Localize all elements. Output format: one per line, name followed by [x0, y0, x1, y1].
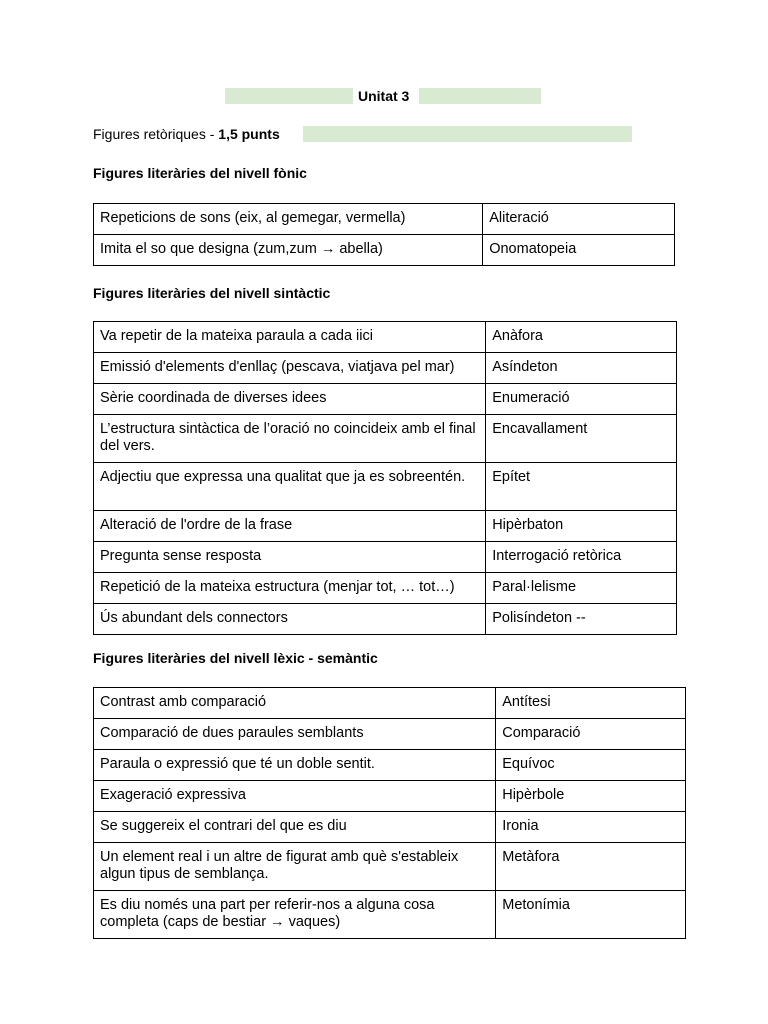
row-description: Alteració de l'ordre de la frase: [94, 511, 486, 542]
row-figure: Aliteració: [483, 204, 675, 235]
table-row: [94, 353, 677, 384]
table-row: [94, 415, 677, 463]
table-row: [94, 719, 686, 750]
table-row: [94, 322, 677, 353]
title-highlight-left: [225, 88, 353, 104]
row-figure: Epítet: [486, 463, 677, 511]
row-figure: Enumeració: [486, 384, 677, 415]
row-description: Exageració expressiva: [94, 781, 496, 812]
row-figure: Comparació: [496, 719, 686, 750]
row-description: Pregunta sense resposta: [94, 542, 486, 573]
subtitle-prefix: Figures retòriques -: [93, 126, 219, 142]
row-description: Va repetir de la mateixa paraula a cada iici: [94, 322, 486, 353]
row-description: Ús abundant dels connectors: [94, 604, 486, 635]
row-figure: Polisíndeton --: [486, 604, 677, 635]
row-description: Sèrie coordinada de diverses idees: [94, 384, 486, 415]
row-description: Es diu només una part per referir-nos a alguna cosa completa (caps de bestiar → vaques): [94, 891, 496, 939]
table-row: [94, 891, 686, 939]
row-description: Contrast amb comparació: [94, 688, 496, 719]
subtitle-points: 1,5 punts: [218, 126, 280, 142]
table-row: [94, 604, 677, 635]
table-row: [94, 204, 675, 235]
row-figure: Asíndeton: [486, 353, 677, 384]
table-row: [94, 511, 677, 542]
subtitle: [93, 126, 280, 142]
row-figure: Antítesi: [496, 688, 686, 719]
section-heading-lexic: Figures literàries del nivell lèxic - semàntic: [93, 650, 378, 666]
title-highlight-right: [419, 88, 541, 104]
table-row: [94, 463, 677, 511]
table-row: [94, 542, 677, 573]
subtitle-highlight: [303, 126, 632, 142]
table-row: [94, 573, 677, 604]
row-figure: Onomatopeia: [483, 235, 675, 266]
row-figure: Metonímia: [496, 891, 686, 939]
table-row: [94, 843, 686, 891]
row-description: Adjectiu que expressa una qualitat que ja es sobreentén.: [94, 463, 486, 511]
table-row: [94, 235, 675, 266]
table-row: [94, 781, 686, 812]
row-figure: Interrogació retòrica: [486, 542, 677, 573]
row-description: Se suggereix el contrari del que es diu: [94, 812, 496, 843]
table-fonic: [93, 203, 675, 266]
row-figure: Hipèrbole: [496, 781, 686, 812]
table-row: [94, 812, 686, 843]
row-description: Repeticions de sons (eix, al gemegar, vermella): [94, 204, 483, 235]
row-description: Imita el so que designa (zum,zum → abella): [94, 235, 483, 266]
table-row: [94, 688, 686, 719]
row-figure: Metàfora: [496, 843, 686, 891]
table-lexic: [93, 687, 686, 939]
row-figure: Equívoc: [496, 750, 686, 781]
section-heading-sintactic: Figures literàries del nivell sintàctic: [93, 285, 331, 301]
table-row: [94, 750, 686, 781]
row-description: Repetició de la mateixa estructura (menjar tot, … tot…): [94, 573, 486, 604]
section-heading-fonic: Figures literàries del nivell fònic: [93, 165, 307, 181]
row-description: Emissió d'elements d'enllaç (pescava, viatjava pel mar): [94, 353, 486, 384]
row-description: Comparació de dues paraules semblants: [94, 719, 496, 750]
row-figure: Paral·lelisme: [486, 573, 677, 604]
page-title: Unitat 3: [358, 88, 410, 104]
row-figure: Hipèrbaton: [486, 511, 677, 542]
row-figure: Anàfora: [486, 322, 677, 353]
row-description: Un element real i un altre de figurat amb què s'estableix algun tipus de semblança.: [94, 843, 496, 891]
table-row: [94, 384, 677, 415]
row-figure: Encavallament: [486, 415, 677, 463]
row-description: Paraula o expressió que té un doble sentit.: [94, 750, 496, 781]
table-sintactic: [93, 321, 677, 635]
row-description: L’estructura sintàctica de l’oració no coincideix amb el final del vers.: [94, 415, 486, 463]
row-figure: Ironia: [496, 812, 686, 843]
